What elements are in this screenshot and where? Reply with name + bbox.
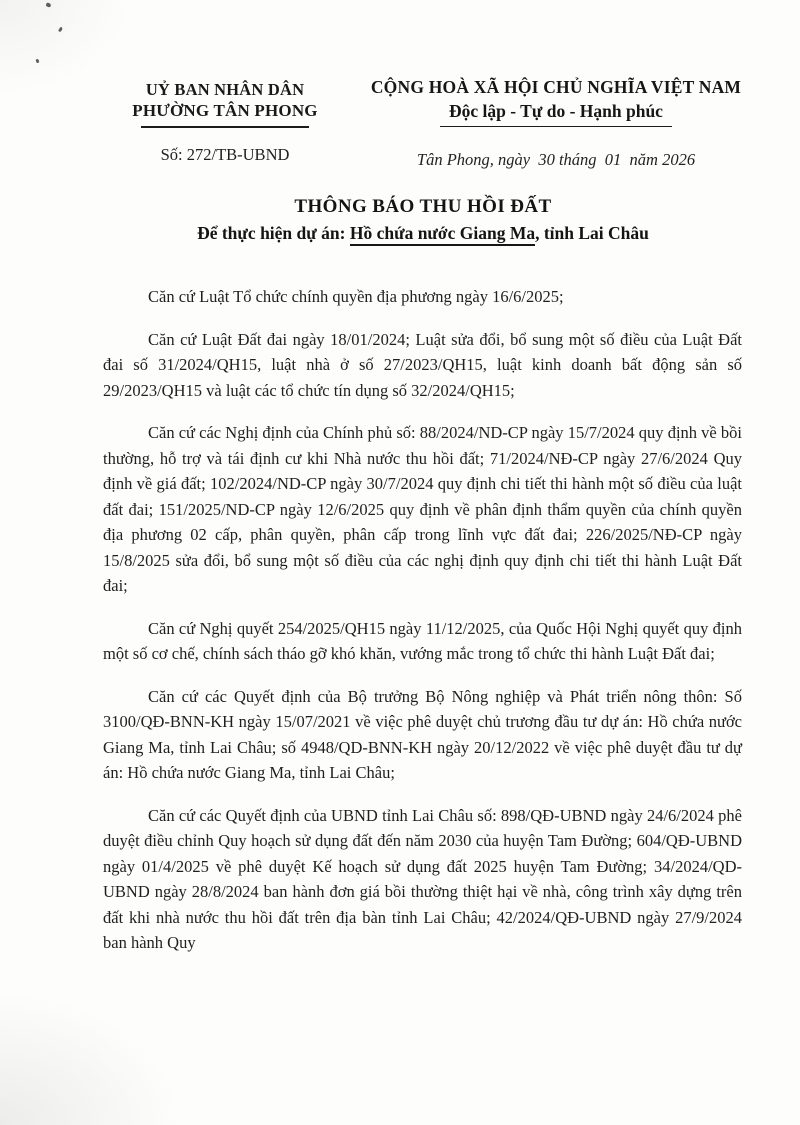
document-subtitle [103, 223, 743, 244]
issuer-underline [141, 126, 309, 128]
body-paragraph: Căn cứ Luật Đất đai ngày 18/01/2024; Luật sửa đổi, bổ sung một số điều của Luật Đất đai số 31/2024/QH15, luật nhà ở số 27/2023/QH15, luật kinh doanh bất động sản số 29/2023/QH15 và luật các tổ chức tín dụng số 32/2024/QH15; [103, 329, 742, 400]
national-title: CỘNG HOÀ XÃ HỘI CHỦ NGHĨA VIỆT NAM [370, 77, 742, 97]
place-date-line: Tân Phong, ngày 30 tháng 01 năm 2026 [416, 150, 696, 169]
scan-speck [58, 27, 63, 33]
motto-underline [440, 126, 672, 127]
issuer-name: UỶ BAN NHÂN DÂN [145, 80, 305, 99]
title-block [103, 196, 743, 244]
body-paragraph: Căn cứ các Nghị định của Chính phủ số: 88/2024/ND-CP ngày 15/7/2024 quy định về bồi thường, hỗ trợ và tái định cư khi Nhà nước thu hồi đất; 71/2024/NĐ-CP ngày 27/6/2024 Quy định về giá đất; 102/2024/ND-CP ngày 30/7/2024 quy định chi tiết thi hành một số điều của luật đất đai; 151/2025/ND-CP ngày 12/6/2025 quy định về phân định thẩm quyền của chính quyền địa phương 02 cấp, phân quyền, phân cấp trong lĩnh vực đất đai; 226/2025/NĐ-CP ngày 15/8/2025 sửa đổi, bổ sung một số điều của các nghị định quy định chi tiết thi hành Luật Đất đai; [103, 423, 742, 595]
document-body [103, 284, 742, 973]
body-paragraph: Căn cứ Luật Tổ chức chính quyền địa phương ngày 16/6/2025; [148, 287, 564, 306]
subtitle-suffix: , tỉnh Lai Châu [535, 223, 649, 243]
issuer-block [118, 79, 332, 165]
issuer-locality: PHƯỜNG TÂN PHONG [132, 101, 318, 120]
body-paragraph: Căn cứ các Quyết định của Bộ trưởng Bộ Nông nghiệp và Phát triển nông thôn: Số 3100/QĐ-BNN-KH ngày 15/07/2021 về việc phê duyệt chủ trương đầu tư dự án: Hồ chứa nước Giang Ma, tỉnh Lai Châu; số 4948/QD-BNN-KH ngày 20/12/2022 về việc phê duyệt đầu tư dự án: Hồ chứa nước Giang Ma, tỉnh Lai Châu; [103, 686, 742, 782]
scan-speck [36, 59, 40, 64]
body-paragraph: Căn cứ Nghị quyết 254/2025/QH15 ngày 11/12/2025, của Quốc Hội Nghị quyết quy định một số cơ chế, chính sách tháo gỡ khó khăn, vướng mắc trong tổ chức thi hành Luật Đất đai; [103, 618, 742, 663]
national-motto: Độc lập - Tự do - Hạnh phúc [449, 101, 663, 121]
scan-speck [45, 2, 51, 7]
document-title: THÔNG BÁO THU HỒI ĐẤT [294, 196, 552, 217]
subtitle-prefix: Để thực hiện dự án: [197, 223, 350, 243]
subtitle-project-name: Hồ chứa nước Giang Ma [350, 223, 535, 246]
document-number: Số: 272/TB-UBND [160, 145, 290, 164]
body-paragraph: Căn cứ các Quyết định của UBND tỉnh Lai Châu số: 898/QĐ-UBND ngày 24/6/2024 phê duyệt điều chỉnh Quy hoạch sử dụng đất đến năm 2030 của huyện Tam Đường; 604/QĐ-UBND ngày 01/4/2025 về phê duyệt Kế hoạch sử dụng đất 2025 huyện Tam Đường; 34/2024/QD-UBND ngày 28/8/2024 ban hành đơn giá bồi thường thiệt hại về nhà, công trình xây dựng trên đất khi nhà nước thu hồi đất trên địa bàn tỉnh Lai Châu; 42/2024/QĐ-UBND ngày 27/9/2024 ban hành Quy [103, 805, 742, 952]
national-header-block [362, 76, 750, 170]
